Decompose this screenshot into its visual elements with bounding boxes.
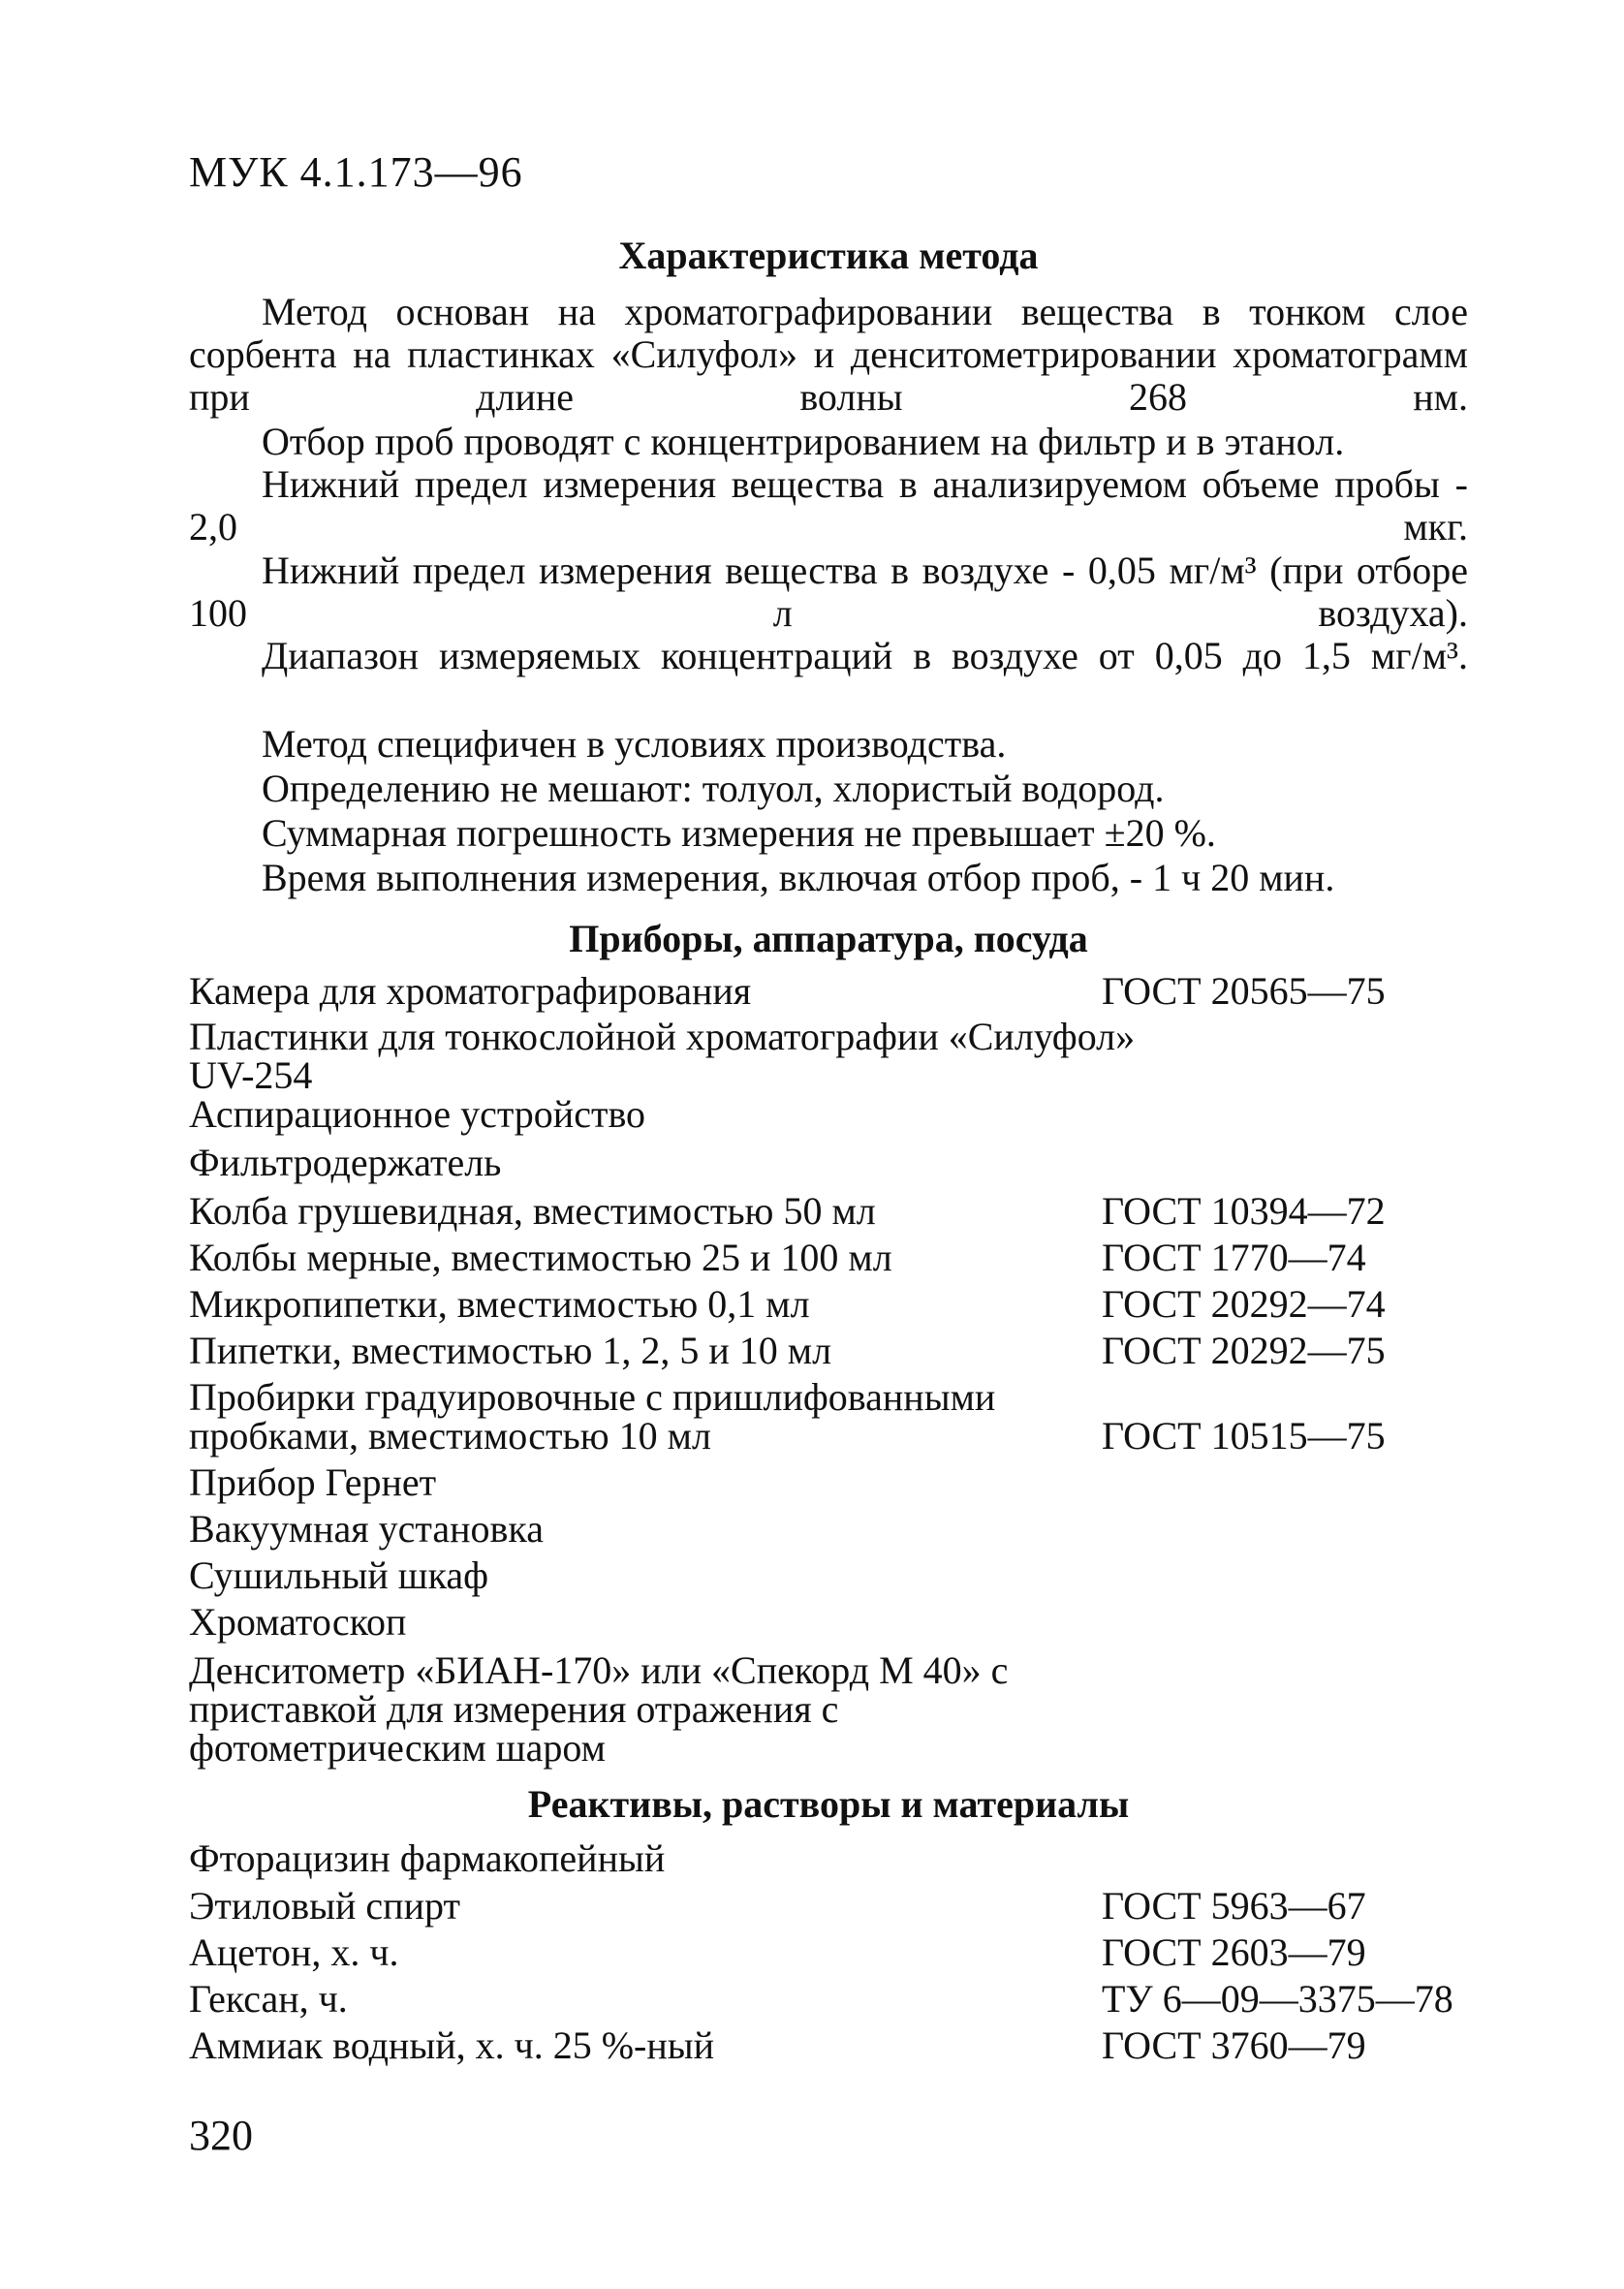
section-title-equipment: Приборы, аппаратура, посуда <box>569 917 1088 960</box>
item-gost: ГОСТ 1770—74 <box>1102 1236 1366 1279</box>
page-number: 320 <box>189 2112 253 2159</box>
item-name: Фильтродержатель <box>189 1141 502 1184</box>
item-name: Пробирки градуировочные с пришлифованными пробками, вместимостью 10 мл <box>189 1375 996 1458</box>
item-gost: ГОСТ 5963—67 <box>1102 1884 1366 1928</box>
paragraph: Метод специфичен в условиях производства. <box>262 722 1007 766</box>
item-name: Сушильный шкаф <box>189 1553 489 1597</box>
item-name: Пипетки, вместимостью 1, 2, 5 и 10 мл <box>189 1329 832 1372</box>
section-title-method: Характеристика метода <box>618 234 1039 277</box>
document-code: МУК 4.1.173—96 <box>189 148 523 196</box>
item-gost: ГОСТ 3760—79 <box>1102 2023 1366 2067</box>
item-gost: ГОСТ 10394—72 <box>1102 1189 1386 1233</box>
item-name: Вакуумная установка <box>189 1507 544 1551</box>
paragraph: Определению не мешают: толуол, хлористый водород. <box>262 767 1165 810</box>
section-title-reagents: Реактивы, растворы и материалы <box>527 1782 1130 1826</box>
item-name: Гексан, ч. <box>189 1977 348 2021</box>
paragraph: Метод основан на хроматографировании вещества в тонком слое сорбента на пластинках «Силуфол» и денситометрировании хроматограмм при длине волны 268 нм. <box>189 290 1468 419</box>
paragraph: Суммарная погрешность измерения не превышает ±20 %. <box>262 811 1216 855</box>
item-gost: ГОСТ 2603—79 <box>1102 1930 1366 1974</box>
item-name: Пластинки для тонкослойной хроматографии «Силуфол» UV-254 <box>189 1015 1136 1097</box>
item-name: Прибор Гернет <box>189 1460 437 1504</box>
item-gost: ГОСТ 20292—74 <box>1102 1282 1386 1326</box>
item-gost: ГОСТ 10515—75 <box>1102 1414 1386 1458</box>
paragraph: Отбор проб проводят с концентрированием на фильтр и в этанол. <box>262 420 1345 463</box>
item-name: Денситометр «БИАН-170» или «Спекорд М 40» с приставкой для измерения отражения с фотометрическим шаром <box>189 1648 1009 1770</box>
item-name: Фторацизин фармакопейный <box>189 1836 666 1880</box>
item-name: Этиловый спирт <box>189 1884 460 1928</box>
paragraph: Нижний предел измерения вещества в воздухе - 0,05 мг/м³ (при отборе 100 л воздуха). <box>189 549 1468 635</box>
paragraph: Диапазон измеряемых концентраций в воздухе от 0,05 до 1,5 мг/м³. <box>262 634 1468 677</box>
item-name: Аспирационное устройство <box>189 1092 646 1136</box>
item-name: Аммиак водный, х. ч. 25 %-ный <box>189 2023 715 2067</box>
item-name: Ацетон, х. ч. <box>189 1930 399 1974</box>
item-gost: ГОСТ 20565—75 <box>1102 969 1386 1013</box>
item-gost: ГОСТ 20292—75 <box>1102 1329 1386 1372</box>
item-name: Колба грушевидная, вместимостью 50 мл <box>189 1189 876 1233</box>
item-name: Хроматоскоп <box>189 1600 407 1644</box>
item-name: Микропипетки, вместимостью 0,1 мл <box>189 1282 810 1326</box>
item-gost: ТУ 6—09—3375—78 <box>1102 1977 1453 2021</box>
item-name: Камера для хроматографирования <box>189 969 752 1013</box>
item-name: Колбы мерные, вместимостью 25 и 100 мл <box>189 1236 892 1279</box>
paragraph: Время выполнения измерения, включая отбор проб, - 1 ч 20 мин. <box>262 856 1335 899</box>
paragraph: Нижний предел измерения вещества в анализируемом объеме пробы - 2,0 мкг. <box>189 462 1468 549</box>
